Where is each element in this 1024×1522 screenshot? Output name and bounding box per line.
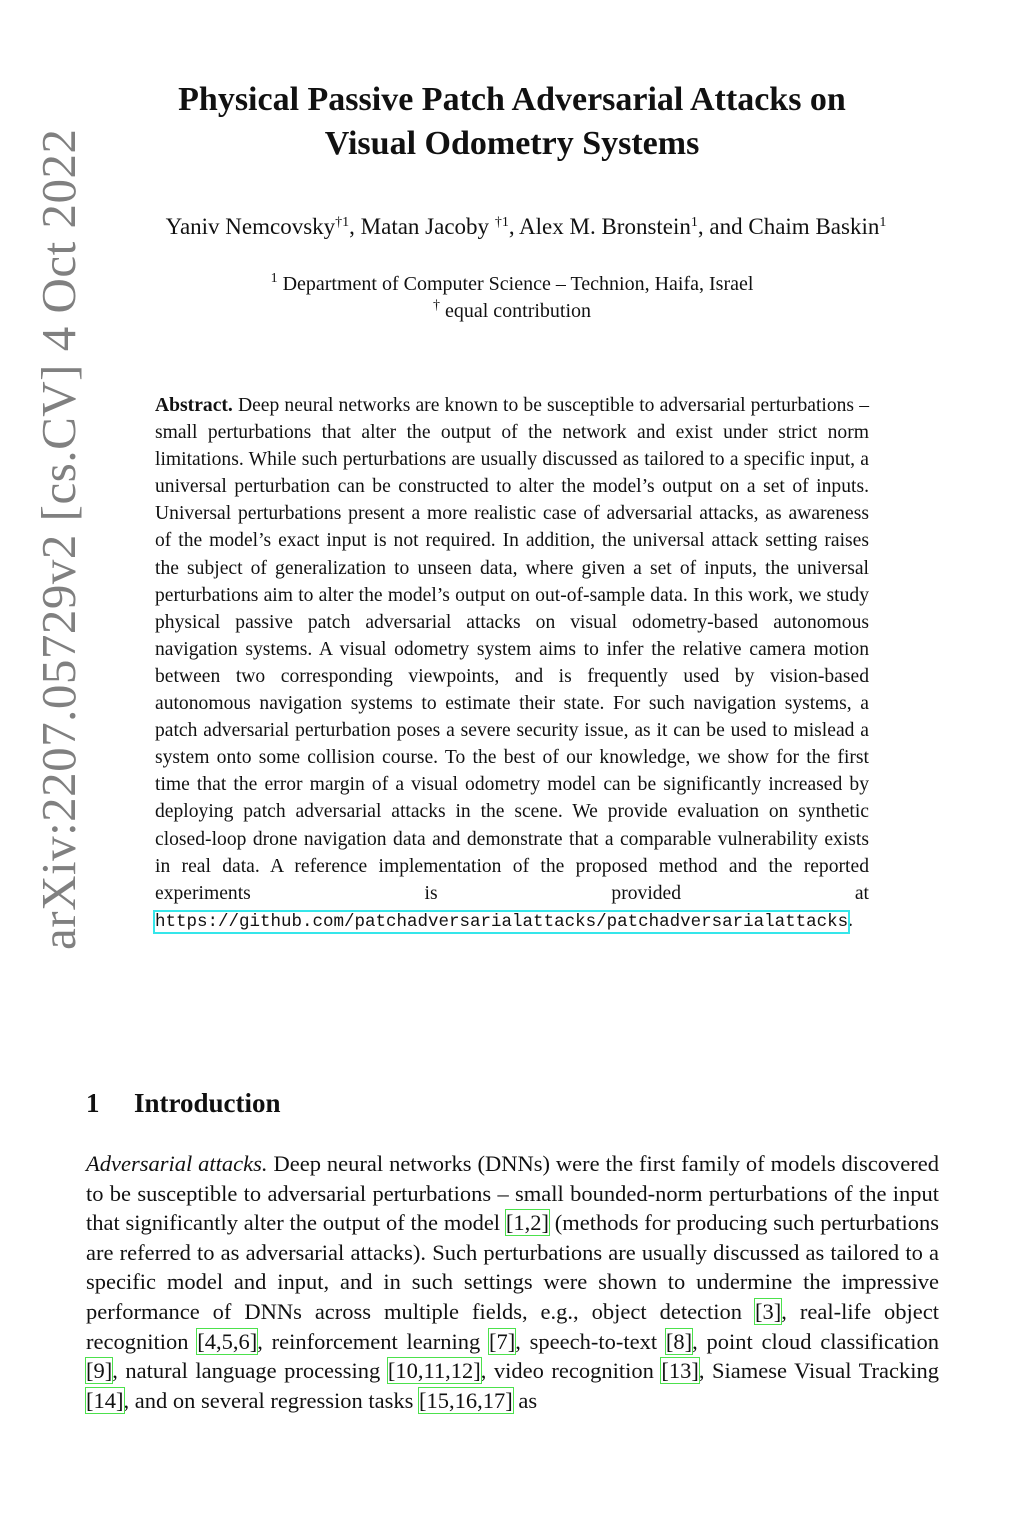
affiliation-2-mark: † bbox=[432, 298, 440, 313]
author-list bbox=[0, 214, 1024, 240]
author-2-mark: †1 bbox=[494, 215, 509, 230]
citation-3[interactable]: [3] bbox=[755, 1298, 782, 1324]
author-1-mark: †1 bbox=[335, 215, 350, 230]
section-heading bbox=[86, 1088, 281, 1119]
intro-text: , point cloud classification bbox=[692, 1328, 939, 1354]
intro-text: , reinforcement learning bbox=[257, 1328, 490, 1354]
citation-14[interactable]: [14] bbox=[86, 1387, 124, 1413]
section-number: 1 bbox=[86, 1088, 100, 1118]
paragraph-lead: Adversarial attacks. bbox=[86, 1151, 268, 1176]
arxiv-stamp: arXiv:2207.05729v2 [cs.CV] 4 Oct 2022 bbox=[31, 128, 86, 950]
author-4: , and Chaim Baskin bbox=[697, 214, 880, 239]
github-link[interactable]: https://github.com/patchadversarialattacks/patchadversarialattacks bbox=[155, 911, 849, 932]
citation-8[interactable]: [8] bbox=[665, 1328, 693, 1354]
citation-15-16-17[interactable]: [15,16,17] bbox=[419, 1387, 513, 1413]
affiliation-2-text: equal contribution bbox=[439, 300, 592, 322]
affiliation-1-text: Department of Computer Science – Technion, Haifa, Israel bbox=[277, 273, 754, 295]
author-3-mark: 1 bbox=[690, 215, 698, 230]
abstract bbox=[155, 392, 869, 936]
author-3: , Alex M. Bronstein bbox=[508, 214, 691, 239]
intro-text: , real-life object recognition bbox=[86, 1298, 939, 1354]
author-1: Yaniv Nemcovsky bbox=[165, 214, 336, 239]
section-title: Introduction bbox=[134, 1088, 281, 1118]
abstract-end: . bbox=[848, 909, 854, 931]
affiliation-1 bbox=[0, 271, 1024, 296]
title-line-1: Physical Passive Patch Adversarial Attacks on bbox=[178, 81, 846, 118]
title-line-2: Visual Odometry Systems bbox=[324, 125, 700, 162]
intro-text: , video recognition bbox=[480, 1358, 662, 1384]
abstract-text: Deep neural networks are known to be susceptible to adversarial perturbations – small perturbations that alter the output of the network and exist under strict norm limitations. While such perturbations are usually discussed as tailored to a specific input, a universal perturbation can be constructed to alter the model’s output on a set of inputs. Universal perturbations present a more realistic case of adversarial attacks, as awareness of the model’s exact input is not required. In addition, the universal attack setting raises the subject of generalization to unseen data, where given a set of inputs, the universal perturbations aim to alter the model’s output on out-of-sample data. In this work, we study physical passive patch adversarial attacks on visual odometry-based autonomous navigation systems. A visual odometry system aims to infer the relative camera motion between two corresponding viewpoints, and is frequently used by vision-based autonomous navigation systems to estimate their state. For such navigation systems, a patch adversarial perturbation poses a severe security issue, as it can be used to mislead a system onto some collision course. To the best of our knowledge, we show for the first time that the error margin of a visual odometry model can be significantly increased by deploying patch adversarial attacks in the scene. We provide evaluation on synthetic closed-loop drone navigation data and demonstrate that a comparable vulnerability exists in real data. A reference implementation of the proposed method and the reported experiments is provided at bbox=[155, 395, 869, 904]
intro-paragraph bbox=[86, 1149, 939, 1415]
citation-1-2[interactable]: [1,2] bbox=[505, 1210, 549, 1236]
citation-13[interactable]: [13] bbox=[661, 1358, 699, 1384]
affiliation-2 bbox=[0, 298, 1024, 323]
intro-text: , speech-to-text bbox=[515, 1328, 666, 1354]
intro-text: Deep neural networks (DNNs) were the first family of models discovered to be susceptible to adversarial perturbations – small bounded-norm perturbations of the input that significantly alter the output of the model bbox=[86, 1151, 939, 1236]
intro-text: , natural language processing bbox=[112, 1358, 388, 1384]
citation-4-5-6[interactable]: [4,5,6] bbox=[197, 1328, 258, 1354]
author-2: , Matan Jacoby bbox=[349, 214, 495, 239]
affiliation-1-mark: 1 bbox=[270, 271, 278, 286]
intro-text: , and on several regression tasks bbox=[123, 1387, 420, 1413]
intro-text: as bbox=[512, 1387, 538, 1413]
author-4-mark: 1 bbox=[879, 215, 887, 230]
citation-7[interactable]: [7] bbox=[489, 1328, 516, 1354]
abstract-label: Abstract. bbox=[155, 395, 233, 416]
intro-text: , Siamese Visual Tracking bbox=[698, 1358, 939, 1384]
intro-text: (methods for producing such perturbations are referred to as adversarial attacks). Such perturbations are usually discussed as tailored to a specific model and input, and in such settings were shown to undermine the impressive performance of DNNs across multiple fields, e.g., object detection bbox=[86, 1210, 939, 1324]
paper-title bbox=[0, 78, 1024, 166]
citation-9[interactable]: [9] bbox=[86, 1358, 113, 1384]
citation-10-11-12[interactable]: [10,11,12] bbox=[387, 1358, 481, 1384]
